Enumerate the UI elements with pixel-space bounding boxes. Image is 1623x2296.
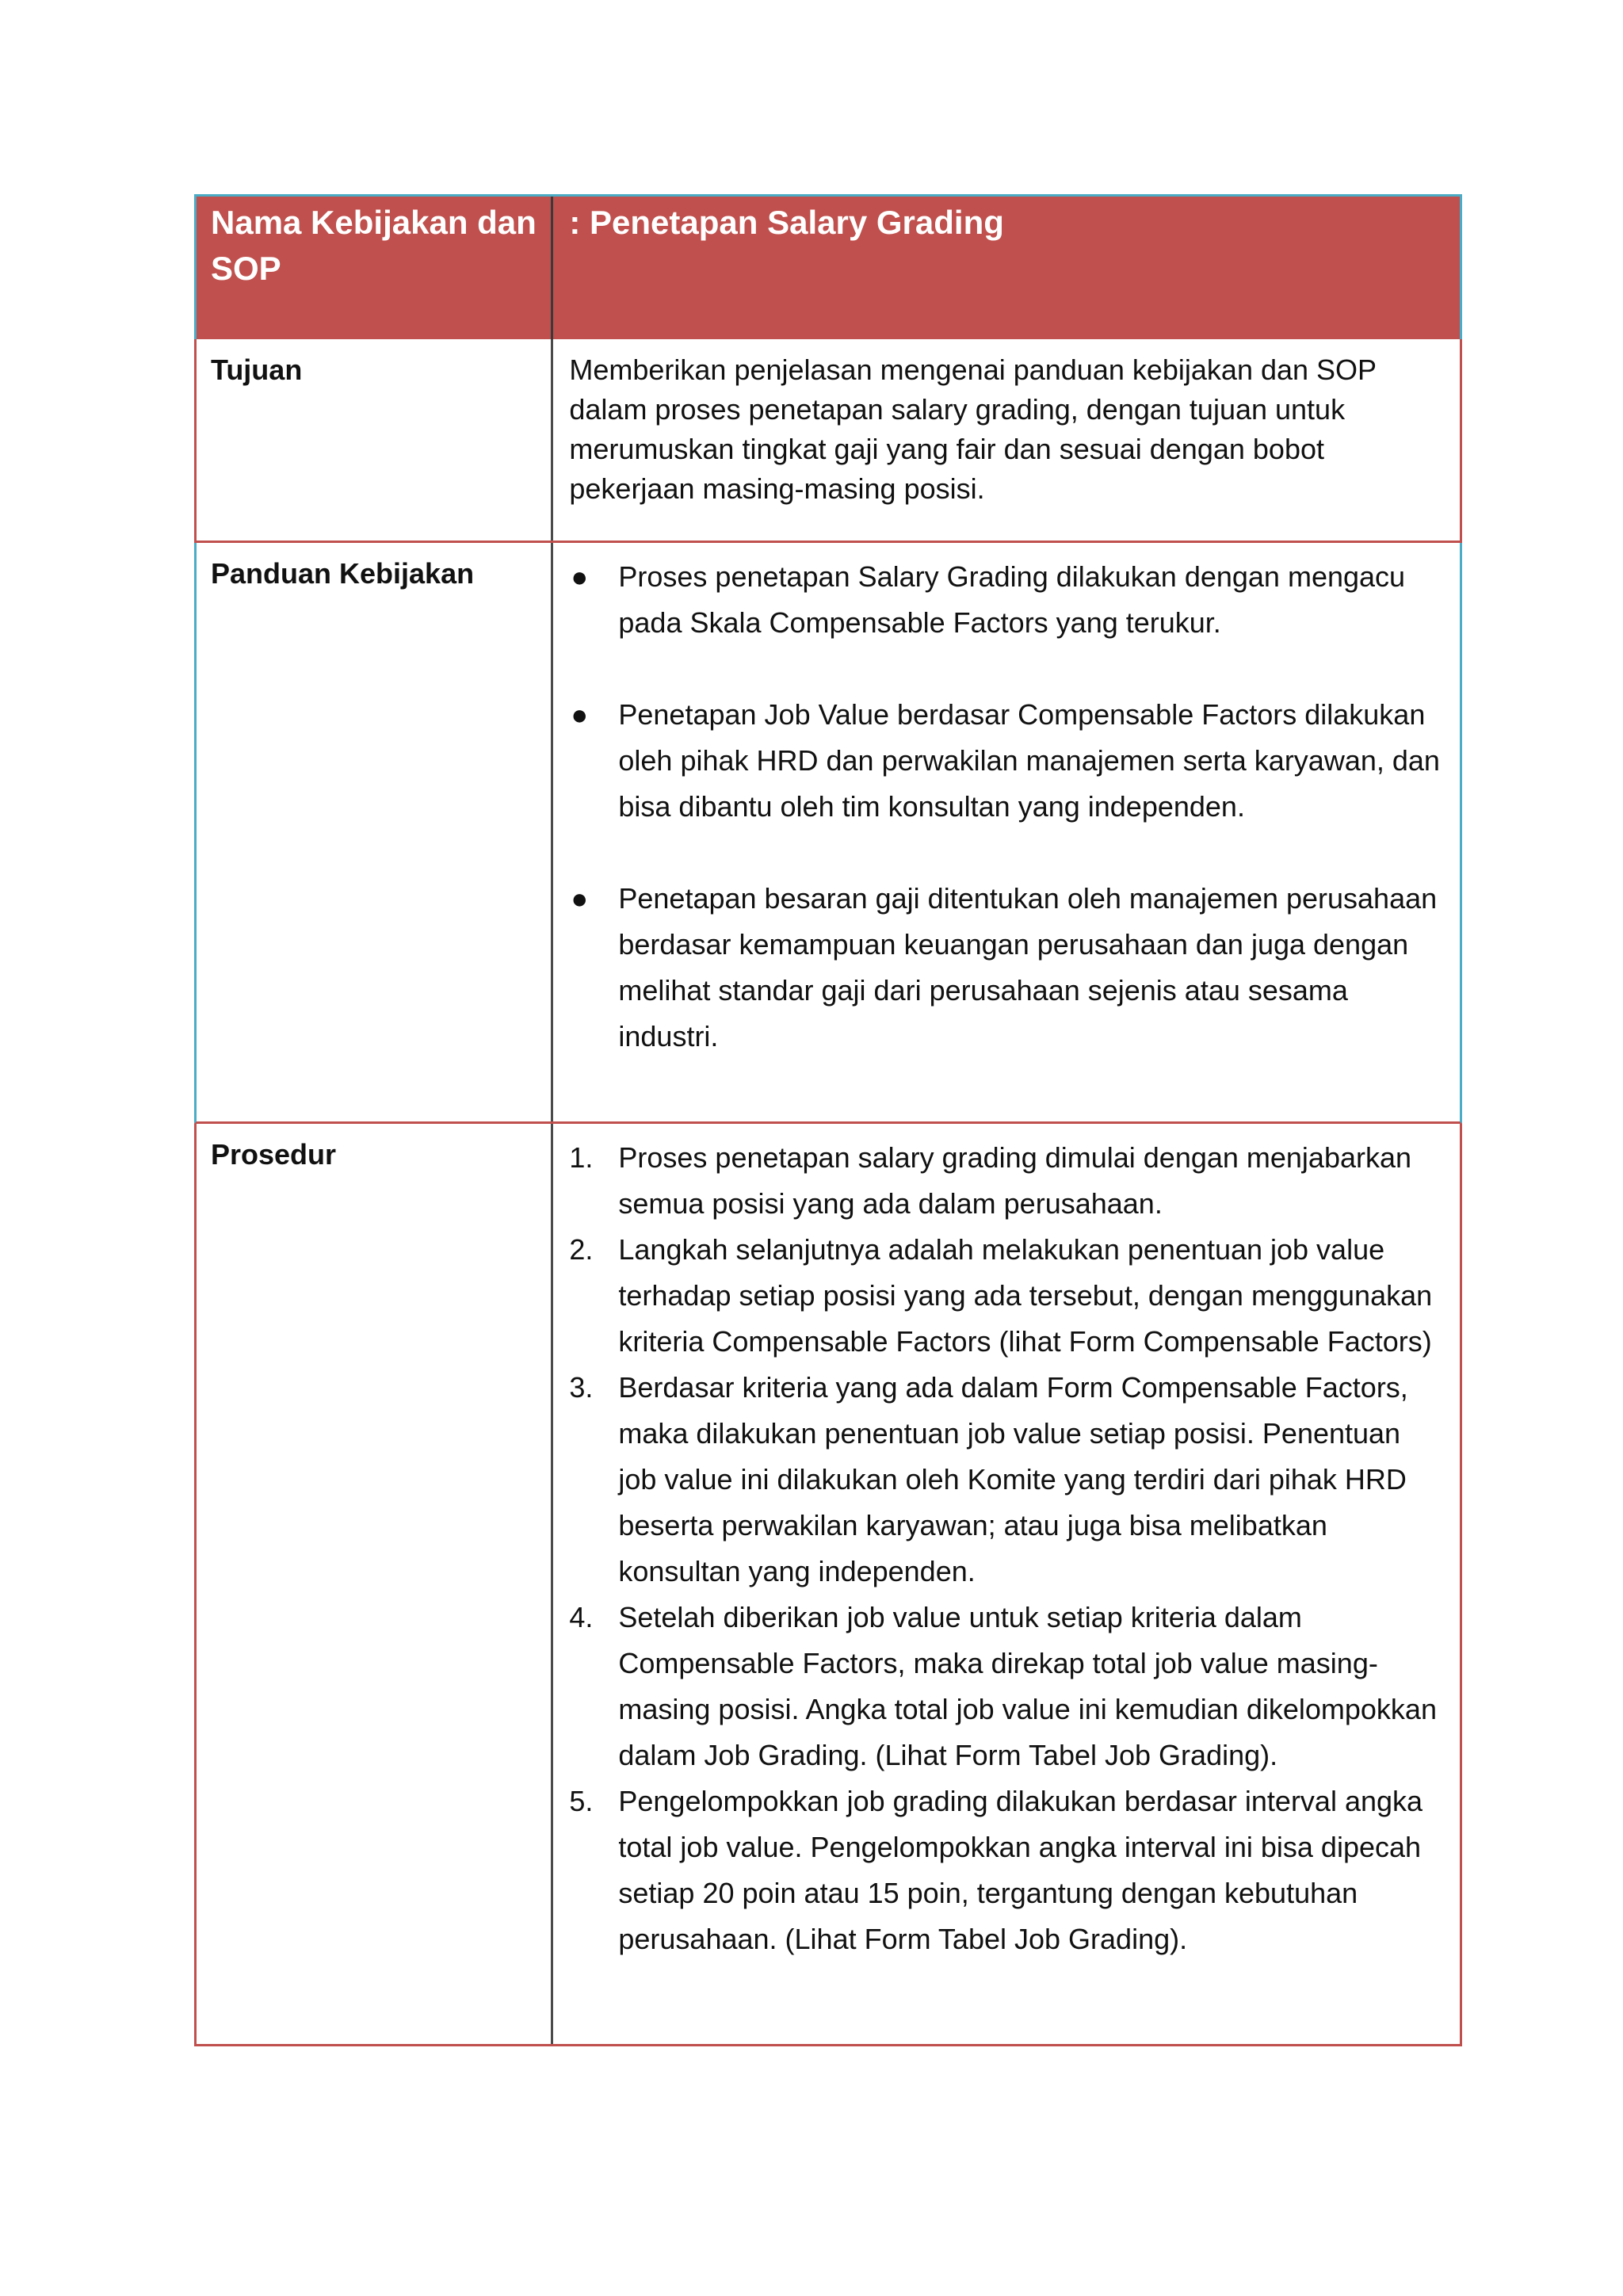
list-number: 3.: [569, 1371, 594, 1404]
panduan-list: [569, 554, 1445, 1060]
list-item-text: Langkah selanjutnya adalah melakukan penentuan job value terhadap setiap posisi yang ada tersebut, dengan menggunakan kriteria Compensable Factors (lihat Form Compensable Factors): [618, 1233, 1433, 1358]
bullet-icon: ●: [571, 882, 589, 915]
bullet-icon: ●: [571, 560, 589, 593]
panduan-label: Panduan Kebijakan: [211, 557, 475, 590]
list-number: 1.: [569, 1141, 594, 1174]
tujuan-text: Memberikan penjelasan mengenai panduan kebijakan dan SOP dalam proses penetapan salary grading, dengan tujuan untuk merumuskan tingkat gaji yang fair dan sesuai dengan bobot pekerjaan masing-masing posisi.: [569, 353, 1377, 505]
list-item: [569, 692, 1445, 830]
prosedur-row: [194, 1124, 1462, 2046]
list-item: [569, 554, 1445, 646]
list-item-text: Proses penetapan Salary Grading dilakukan dengan mengacu pada Skala Compensable Factors yang terukur.: [618, 560, 1406, 639]
panduan-row: [194, 543, 1462, 1124]
bullet-icon: ●: [571, 698, 589, 731]
list-item-text: Pengelompokkan job grading dilakukan berdasar interval angka total job value. Pengelompokkan angka interval ini bisa dipecah setiap 20 poin atau 15 poin, tergantung dengan kebutuhan perusahaan. (Lihat Form Tabel Job Grading).: [618, 1785, 1423, 1955]
list-item: [569, 1227, 1445, 1365]
prosedur-label: Prosedur: [211, 1138, 337, 1171]
table-header-row: [194, 194, 1462, 339]
tujuan-label: Tujuan: [211, 353, 303, 386]
list-number: 5.: [569, 1785, 594, 1817]
header-title: : Penetapan Salary Grading: [551, 197, 1460, 339]
list-item-text: Penetapan Job Value berdasar Compensable Factors dilakukan oleh pihak HRD dan perwakilan manajemen serta karyawan, dan bisa dibantu oleh tim konsultan yang independen.: [618, 698, 1440, 823]
list-number: 4.: [569, 1601, 594, 1633]
list-item-text: Penetapan besaran gaji ditentukan oleh manajemen perusahaan berdasar kemampuan keuangan perusahaan dan juga dengan melihat standar gaji dari perusahaan sejenis atau sesama industri.: [618, 882, 1438, 1052]
list-item-text: Berdasar kriteria yang ada dalam Form Compensable Factors, maka dilakukan penentuan job value setiap posisi. Penentuan job value ini dilakukan oleh Komite yang terdiri dari pihak HRD beserta perwakilan karyawan; atau juga bisa melibatkan konsultan yang independen.: [618, 1371, 1408, 1587]
tujuan-row: [194, 339, 1462, 543]
list-item: [569, 1595, 1445, 1778]
header-label: Nama Kebijakan dan SOP: [211, 204, 537, 287]
policy-table: [194, 194, 1462, 2046]
list-item: [569, 876, 1445, 1060]
list-item: [569, 1778, 1445, 1962]
list-item: [569, 1365, 1445, 1595]
panduan-cell: [551, 543, 1460, 1121]
prosedur-cell: [551, 1124, 1460, 2044]
list-number: 2.: [569, 1233, 594, 1266]
list-item-text: Proses penetapan salary grading dimulai dengan menjabarkan semua posisi yang ada dalam perusahaan.: [618, 1141, 1412, 1220]
prosedur-list: [569, 1135, 1445, 1962]
list-item-text: Setelah diberikan job value untuk setiap kriteria dalam Compensable Factors, maka direkap total job value masing-masing posisi. Angka total job value ini kemudian dikelompokkan dalam Job Grading. (Lihat Form Tabel Job Grading).: [618, 1601, 1437, 1771]
tujuan-cell: [551, 339, 1460, 541]
list-item: [569, 1135, 1445, 1227]
